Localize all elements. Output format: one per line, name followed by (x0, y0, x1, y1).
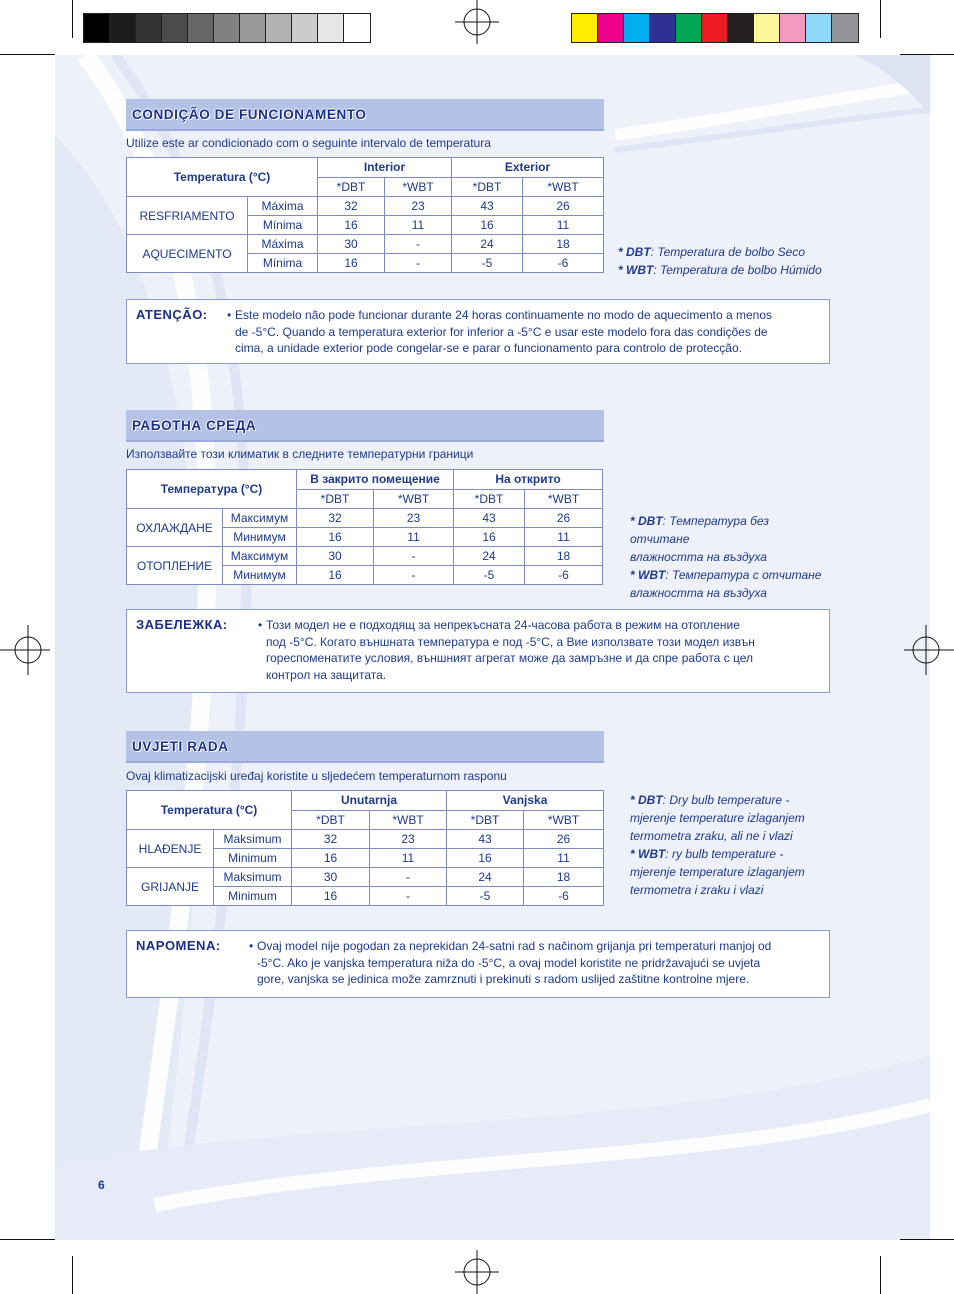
bullet-icon: • (258, 618, 263, 632)
abbreviation-notes (630, 791, 805, 899)
table-cell: - (370, 887, 447, 906)
warning-line: под -5°C. Когато външната температура е под -5°C, а Вие използвате този модел извън (266, 634, 755, 649)
table-cell: 30 (318, 235, 385, 254)
table-cell: - (385, 235, 452, 254)
table-cell: 43 (454, 509, 525, 528)
table-cell: 11 (524, 849, 604, 868)
table-subheader-cell: *DBT (447, 810, 524, 830)
warning-box (126, 299, 830, 364)
table-row-label: Máxima (248, 235, 318, 254)
warning-label: NAPOMENA: (136, 938, 221, 953)
warning-line: de -5°C. Quando a temperatura exterior for inferior a -5°C e usar este modelo fora das condições de (235, 324, 768, 339)
crop-mark (0, 1239, 55, 1240)
color-swatch (806, 14, 832, 42)
table-cell: 16 (454, 528, 525, 547)
table-mode-cell: GRIJANJE (127, 868, 214, 906)
table-mode-cell: RESFRIAMENTO (127, 197, 248, 235)
table-cell: - (374, 547, 454, 566)
temperature-table (126, 790, 604, 906)
section-title: РАБОТНА СРЕДА (132, 418, 257, 433)
temperature-table (126, 469, 603, 585)
table-cell: 11 (385, 216, 452, 235)
crop-mark (880, 0, 881, 38)
table-cell: 43 (452, 197, 523, 216)
note-line: * WBT: ry bulb temperature - (630, 847, 784, 861)
section-header (126, 410, 604, 442)
table-subheader-cell: *DBT (318, 177, 385, 197)
color-swatch (780, 14, 806, 42)
warning-label: ATENÇÃO: (136, 307, 208, 322)
table-mode-cell: HLAĐENJE (127, 830, 214, 868)
note-line: влажността на въздуха (630, 550, 767, 564)
note-line: termometra i zraku i vlazi (630, 883, 764, 897)
table-header-outdoor: Exterior (452, 158, 604, 178)
registration-mark-bottom (455, 1250, 499, 1294)
table-subheader-cell: *DBT (292, 810, 370, 830)
color-swatch (136, 14, 162, 42)
grayscale-calibration-bar (83, 13, 371, 43)
table-row-label: Minimum (214, 887, 292, 906)
color-swatch (650, 14, 676, 42)
color-swatch (832, 14, 858, 42)
warning-text (258, 617, 755, 683)
table-cell: 16 (452, 216, 523, 235)
color-calibration-bar (571, 13, 859, 43)
abbreviation-notes (618, 243, 822, 279)
crop-mark (880, 1256, 881, 1294)
note-line: * WBT: Temperatura de bolbo Húmido (618, 263, 822, 277)
color-swatch (214, 14, 240, 42)
color-swatch (624, 14, 650, 42)
table-cell: 30 (292, 868, 370, 887)
table-header-indoor: Interior (318, 158, 452, 178)
table-cell: 26 (523, 197, 604, 216)
color-swatch (676, 14, 702, 42)
table-cell: 26 (524, 830, 604, 849)
warning-text (227, 307, 773, 357)
table-header-temperature: Температура (°C) (127, 470, 297, 509)
note-line: mjerenje temperature izlaganjem (630, 811, 805, 825)
table-cell: 43 (447, 830, 524, 849)
table-row-label: Минимум (223, 528, 297, 547)
section-header (126, 99, 604, 131)
note-line: * WBT: Температура с отчитане (630, 568, 822, 582)
table-cell: 16 (297, 528, 374, 547)
note-line: влажността на въздуха (630, 586, 767, 600)
temperature-table (126, 157, 604, 273)
table-subheader-cell: *DBT (452, 177, 523, 197)
table-cell: -5 (452, 254, 523, 273)
crop-mark (72, 1256, 73, 1294)
warning-line: Този модел не е подходящ за непрекъсната 24-часова работа в режим на отопление (266, 618, 740, 632)
note-line: * DBT: Температура без отчитане (630, 514, 769, 546)
table-cell: - (385, 254, 452, 273)
table-mode-cell: AQUECIMENTO (127, 235, 248, 273)
warning-line: gore, vanjska se jedinica može zamrznuti i prekinuti s radom uslijed zaštitne kontrolne mjere. (257, 972, 750, 986)
warning-line: гореспоменатите условия, външният агрегат може да замръзне и да спре работа с цел (266, 651, 754, 665)
abbreviation-notes (630, 512, 830, 602)
table-subheader-cell: *WBT (524, 810, 604, 830)
table-cell: -5 (447, 887, 524, 906)
color-swatch (598, 14, 624, 42)
table-cell: 16 (318, 254, 385, 273)
table-cell: 11 (374, 528, 454, 547)
color-swatch (344, 14, 370, 42)
table-header-indoor: В закрито помещение (297, 470, 454, 490)
table-mode-cell: ОХЛАЖДАНЕ (127, 509, 223, 547)
table-cell: 11 (523, 216, 604, 235)
table-subheader-cell: *WBT (374, 489, 454, 509)
table-mode-cell: ОТОПЛЕНИЕ (127, 547, 223, 585)
warning-box (126, 930, 830, 998)
table-cell: 23 (374, 509, 454, 528)
color-swatch (240, 14, 266, 42)
table-cell: - (370, 868, 447, 887)
color-swatch (702, 14, 728, 42)
section-intro: Ovaj klimatizacijski uređaj koristite u sljedećem temperaturnom rasponu (126, 769, 507, 783)
color-swatch (188, 14, 214, 42)
warning-label: ЗАБЕЛЕЖКА: (136, 617, 228, 632)
table-row-label: Максимум (223, 509, 297, 528)
section-intro: Използвайте този климатик в следните температурни граници (126, 447, 474, 461)
color-swatch (110, 14, 136, 42)
table-cell: 24 (447, 868, 524, 887)
color-swatch (84, 14, 110, 42)
table-cell: 11 (370, 849, 447, 868)
color-swatch (754, 14, 780, 42)
note-line: * DBT: Temperatura de bolbo Seco (618, 245, 805, 259)
table-cell: 11 (525, 528, 603, 547)
table-cell: 16 (447, 849, 524, 868)
table-row-label: Máxima (248, 197, 318, 216)
table-header-indoor: Unutarnja (292, 791, 447, 811)
table-row-label: Максимум (223, 547, 297, 566)
color-swatch (572, 14, 598, 42)
table-subheader-cell: *WBT (370, 810, 447, 830)
registration-mark-right (904, 625, 954, 675)
color-swatch (318, 14, 344, 42)
color-swatch (162, 14, 188, 42)
section-intro: Utilize este ar condicionado com o seguinte intervalo de temperatura (126, 136, 491, 150)
crop-mark (900, 1239, 954, 1240)
table-cell: 26 (525, 509, 603, 528)
table-cell: 18 (523, 235, 604, 254)
table-cell: 30 (297, 547, 374, 566)
registration-mark-left (0, 625, 50, 675)
crop-mark (0, 54, 55, 55)
table-cell: 23 (370, 830, 447, 849)
table-row-label: Mínima (248, 254, 318, 273)
page-number: 6 (98, 1178, 105, 1192)
table-subheader-cell: *DBT (297, 489, 374, 509)
note-line: termometra zraku, ali ne i vlazi (630, 829, 793, 843)
table-cell: 16 (292, 887, 370, 906)
table-cell: 32 (297, 509, 374, 528)
warning-line: -5°C. Ako je vanjska temperatura niža do -5°C, a ovaj model koristite ne pridržavajući se uvjeta (257, 955, 761, 970)
section-title: UVJETI RADA (132, 739, 229, 754)
warning-box (126, 609, 830, 693)
registration-mark-top (455, 0, 499, 44)
table-cell: -6 (523, 254, 604, 273)
table-cell: - (374, 566, 454, 585)
table-header-temperature: Temperatura (°C) (127, 158, 318, 197)
table-row-label: Минимум (223, 566, 297, 585)
warning-line: Este modelo não pode funcionar durante 24 horas continuamente no modo de aquecimento a menos (235, 308, 773, 322)
section-header (126, 731, 604, 763)
section-title: CONDIÇÃO DE FUNCIONAMENTO (132, 107, 367, 122)
bullet-icon: • (249, 939, 254, 953)
table-cell: 32 (318, 197, 385, 216)
table-subheader-cell: *WBT (385, 177, 452, 197)
table-cell: 16 (292, 849, 370, 868)
crop-mark (900, 54, 954, 55)
warning-line: Ovaj model nije pogodan za neprekidan 24-satni rad s načinom grijanja pri temperaturi manjoj od (257, 939, 772, 953)
table-cell: -5 (454, 566, 525, 585)
note-line: * DBT: Dry bulb temperature - (630, 793, 790, 807)
table-subheader-cell: *WBT (525, 489, 603, 509)
table-row-label: Maksimum (214, 868, 292, 887)
table-row-label: Mínima (248, 216, 318, 235)
warning-line: cima, a unidade exterior pode congelar-se e parar o funcionamento para controlo de protecção. (235, 341, 742, 355)
color-swatch (728, 14, 754, 42)
warning-text (249, 938, 772, 988)
table-cell: 24 (454, 547, 525, 566)
warning-line: контрол на защитата. (266, 667, 387, 682)
note-line: mjerenje temperature izlaganjem (630, 865, 805, 879)
table-subheader-cell: *WBT (523, 177, 604, 197)
table-header-outdoor: На открито (454, 470, 603, 490)
crop-mark (72, 0, 73, 38)
table-cell: -6 (524, 887, 604, 906)
table-cell: 16 (318, 216, 385, 235)
table-cell: 18 (524, 868, 604, 887)
table-header-temperature: Temperatura (°C) (127, 791, 292, 830)
bullet-icon: • (227, 308, 232, 322)
table-cell: 18 (525, 547, 603, 566)
table-cell: 24 (452, 235, 523, 254)
table-cell: 16 (297, 566, 374, 585)
color-swatch (266, 14, 292, 42)
color-swatch (292, 14, 318, 42)
table-cell: -6 (525, 566, 603, 585)
table-row-label: Maksimum (214, 830, 292, 849)
table-cell: 23 (385, 197, 452, 216)
table-header-outdoor: Vanjska (447, 791, 604, 811)
table-row-label: Minimum (214, 849, 292, 868)
table-cell: 32 (292, 830, 370, 849)
table-subheader-cell: *DBT (454, 489, 525, 509)
